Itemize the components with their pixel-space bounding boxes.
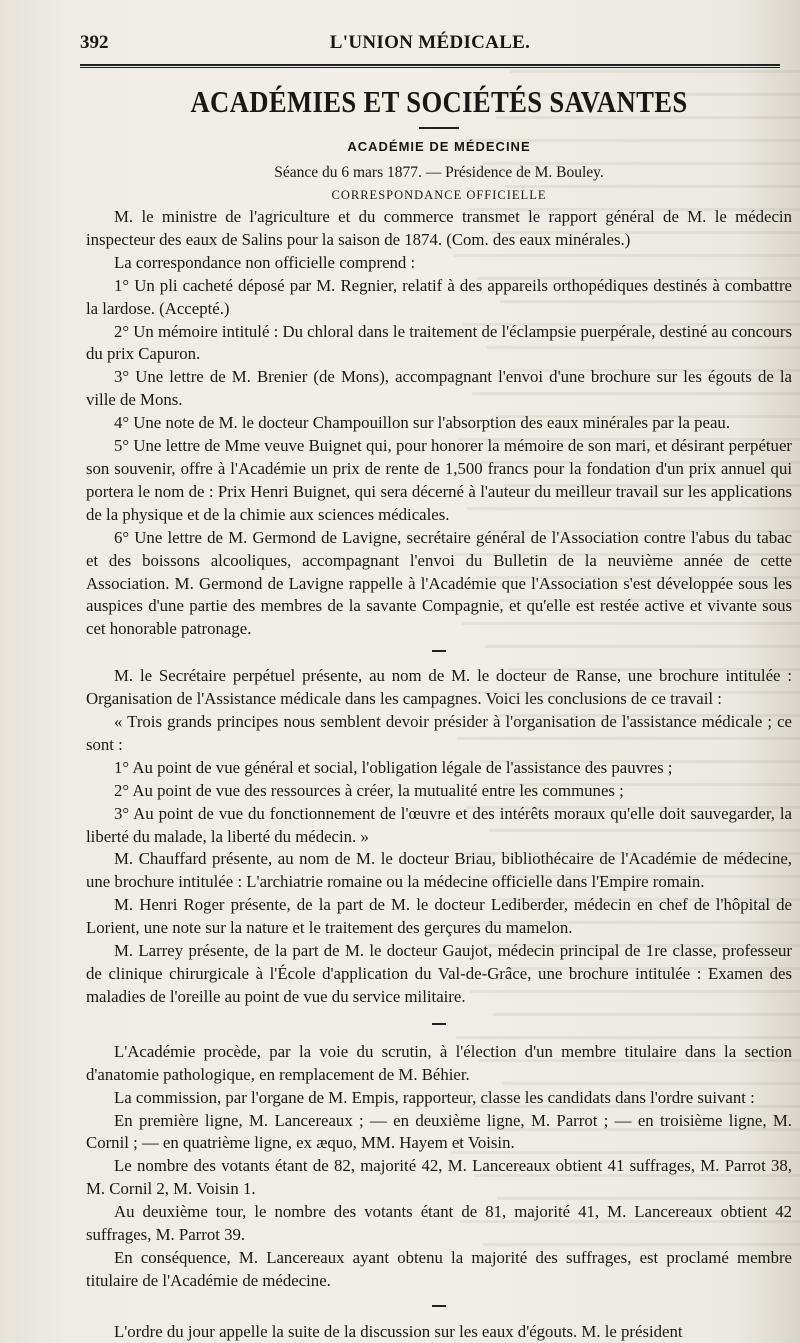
paragraph: En conséquence, M. Lancereaux ayant obtenu la majorité des suffrages, est proclamé membre titulaire de l'Académie de médecine. <box>86 1247 792 1290</box>
paragraph: 5° Une lettre de Mme veuve Buignet qui, pour honorer la mémoire de son mari, et désirant perpétuer son souvenir, offre à l'Académie un prix de rente de 1,500 francs pour la fondation d'un prix annuel qui portera le nom de : Prix Henri Buignet, qui sera décerné à l'auteur du meilleur travail sur les applications de la physique et de la chimie aux sciences médicales. <box>86 436 792 524</box>
session-line: Séance du 6 mars 1877. — Présidence de M. Bouley. <box>274 164 604 181</box>
correspondance-heading: CORRESPONDANCE OFFICIELLE <box>331 188 547 202</box>
academy-heading: ACADÉMIE DE MÉDECINE <box>347 139 531 154</box>
election-paragraphs <box>86 1041 792 1293</box>
paragraph: M. le Secrétaire perpétuel présente, au nom de M. le docteur de Ranse, une brochure intitulée : Organisation de l'Assistance médicale dans les campagnes. Voici les conclusions de ce travail : <box>86 666 792 709</box>
paragraph: 1° Un pli cacheté déposé par M. Regnier, relatif à des appareils orthopédiques destinés à combattre la lardose. (Accepté.) <box>86 275 792 318</box>
paragraph: 2° Au point de vue des ressources à créer, la mutualité entre les communes ; <box>114 780 624 800</box>
paragraph: M. Larrey présente, de la part de M. le docteur Gaujot, médecin principal de 1re classe, professeur de clinique chirurgicale à l'École d'application du Val-de-Grâce, une brochure intitulée : Examen des maladies de l'oreille au point de vue du service militaire. <box>86 941 792 1006</box>
section-title: ACADÉMIES ET SOCIÉTÉS SAVANTES <box>190 84 688 119</box>
paragraph: M. le ministre de l'agriculture et du commerce transmet le rapport général de M. le médecin inspecteur des eaux de Salins pour la saison de 1874. (Com. des eaux minérales.) <box>86 207 792 249</box>
article-body <box>86 80 792 1343</box>
paragraph: M. Chauffard présente, au nom de M. le docteur Briau, bibliothécaire de l'Académie de médecine, une brochure intitulée : L'archiatrie romaine ou la médecine officielle dans l'Empire romain. <box>86 849 792 892</box>
paragraph: 2° Un mémoire intitulé : Du chloral dans le traitement de l'éclampsie puerpérale, destiné au concours du prix Capuron. <box>86 321 792 364</box>
section-separator <box>432 1023 446 1025</box>
paragraph: La commission, par l'organe de M. Empis, rapporteur, classe les candidats dans l'ordre suivant : <box>114 1087 755 1107</box>
section-separator <box>432 1305 446 1307</box>
paragraph: 3° Une lettre de M. Brenier (de Mons), accompagnant l'envoi d'une brochure sur les égouts de la ville de Mons. <box>86 367 792 410</box>
paragraph: La correspondance non officielle comprend : <box>114 252 416 272</box>
paragraph: En première ligne, M. Lancereaux ; — en deuxième ligne, M. Parrot ; — en troisième ligne, M. Cornil ; — en quatrième ligne, ex æquo, MM. Hayem et Voisin. <box>86 1110 792 1153</box>
paragraph: 6° Une lettre de M. Germond de Lavigne, secrétaire général de l'Association contre l'abus du tabac et des boissons alcooliques, accompagnant l'envoi du Bulletin de la neuvième année de cette Association. M. Germond de Lavigne rappelle à l'Académie que l'Association s'est développée sous les auspices d'une partie des membres de la savante Compagnie, et qu'elle est restée active et vivante sous cet honorable patronage. <box>86 527 792 639</box>
running-header <box>80 32 780 56</box>
paragraph: M. Henri Roger présente, de la part de M. le docteur Lediberder, médecin en chef de l'hôpital de Lorient, une note sur la nature et le traitement des gerçures du mamelon. <box>86 895 792 938</box>
paragraph: 1° Au point de vue général et social, l'obligation légale de l'assistance des pauvres ; <box>114 757 673 777</box>
paragraph: 3° Au point de vue du fonctionnement de l'œuvre et des intérêts moraux qu'elle doit sauvegarder, la liberté du malade, la liberté du médecin. » <box>86 803 792 846</box>
header-rule <box>80 64 780 68</box>
paragraph: « Trois grands principes nous semblent devoir présider à l'organisation de l'assistance médicale ; ce sont : <box>86 712 792 754</box>
section-separator <box>432 650 446 652</box>
paragraph: L'Académie procède, par la voie du scrutin, à l'élection d'un membre titulaire dans la section d'anatomie pathologique, en remplacement de M. Béhier. <box>86 1041 792 1084</box>
paragraph: Au deuxième tour, le nombre des votants étant de 81, majorité 41, M. Lancereaux obtient 42 suffrages, M. Parrot 39. <box>86 1202 792 1245</box>
paragraph: Le nombre des votants étant de 82, majorité 42, M. Lancereaux obtient 41 suffrages, M. Parrot 38, M. Cornil 2, M. Voisin 1. <box>86 1156 792 1199</box>
title-rule <box>419 127 459 129</box>
page-number: 392 <box>80 32 109 53</box>
closing-paragraph: L'ordre du jour appelle la suite de la discussion sur les eaux d'égouts. M. le président <box>114 1321 683 1341</box>
correspondance-paragraphs <box>86 206 792 641</box>
journal-title: L'UNION MÉDICALE. <box>329 32 531 53</box>
paragraph: 4° Une note de M. le docteur Champouillon sur l'absorption des eaux minérales par la peau. <box>114 413 731 433</box>
presentations-paragraphs <box>86 665 792 1009</box>
